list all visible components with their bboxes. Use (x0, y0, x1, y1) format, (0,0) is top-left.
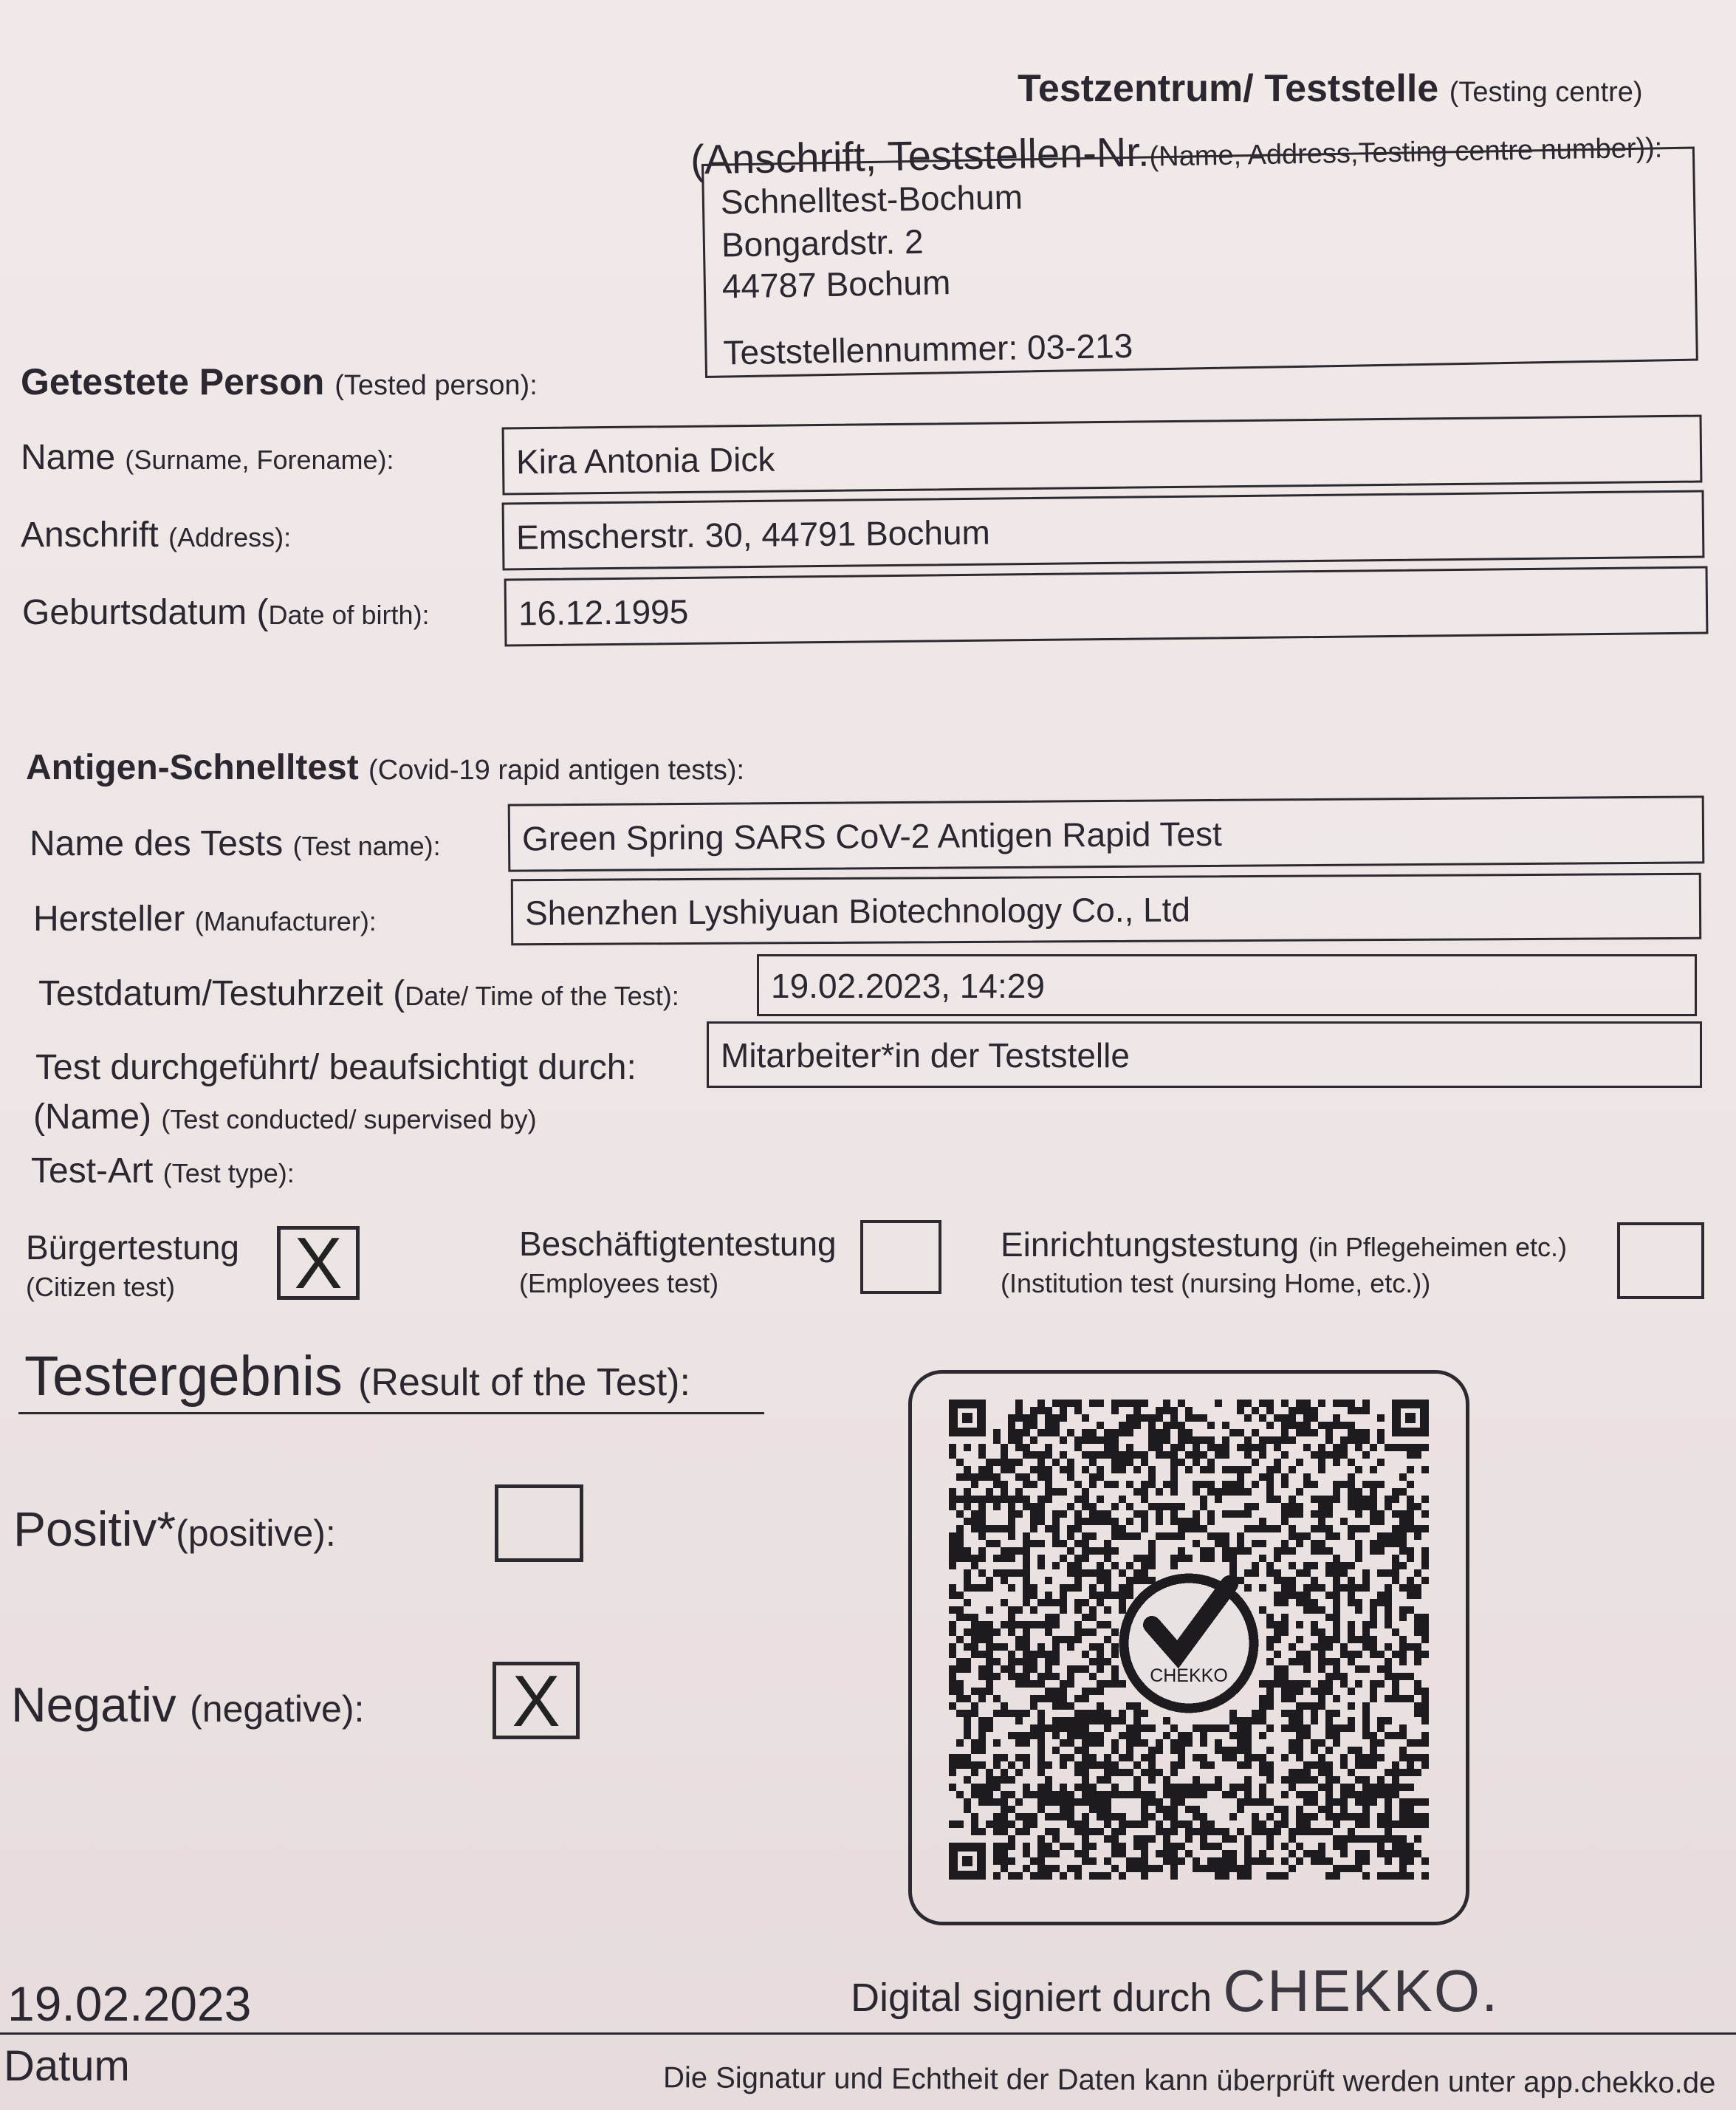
dob-field: 16.12.1995 (504, 566, 1709, 646)
centre-address-box (701, 147, 1698, 378)
centre-line-1: Schnelltest-Bochum (720, 177, 1023, 222)
name-label (21, 437, 394, 478)
test-name-field: Green Spring SARS CoV-2 Antigen Rapid Test (508, 795, 1705, 871)
address-field: Emscherstr. 30, 44791 Bochum (502, 490, 1705, 570)
centre-address-label-de: (Anschrift, Teststellen-Nr. (690, 128, 1150, 183)
centre-heading (1018, 66, 1643, 111)
signed-by (851, 1957, 1499, 2025)
address-label-en: (Address): (168, 522, 292, 552)
manufacturer-label-de: Hersteller (33, 900, 185, 939)
address-label-de: Anschrift (21, 515, 159, 555)
test-heading-en: (Covid-19 rapid antigen tests): (368, 755, 745, 786)
name-field: Kira Antonia Dick (502, 414, 1703, 495)
positive-checkbox[interactable] (495, 1484, 583, 1562)
qr-code-icon (949, 1400, 1429, 1880)
test-type-institution-label-extra: (in Pflegeheimen etc.) (1308, 1232, 1567, 1262)
test-name-label (30, 823, 441, 864)
manufacturer-field: Shenzhen Lyshiyuan Biotechnology Co., Ltd (511, 873, 1701, 945)
test-type-label-en: (Test type): (162, 1158, 295, 1188)
name-label-de: Name (21, 438, 116, 477)
test-heading-label: Antigen-Schnelltest (26, 748, 359, 787)
centre-number: Teststellennummer: 03-213 (723, 326, 1133, 372)
positive-label-en: (positive): (176, 1513, 336, 1554)
positive-label-de: Positiv* (13, 1501, 176, 1556)
test-type-institution-checkbox[interactable] (1617, 1222, 1704, 1299)
datetime-label (38, 973, 679, 1014)
test-type-citizen-label: Bürgertestung (26, 1228, 239, 1267)
dob-label-en: Date of birth): (268, 600, 430, 630)
conducted-label: Test durchgeführt/ beaufsichtigt durch: (35, 1048, 637, 1087)
conducted-field: Mitarbeiter*in der Teststelle (707, 1021, 1702, 1088)
negative-label-en: (negative): (190, 1688, 365, 1730)
test-type-label-de: Test-Art (31, 1151, 154, 1191)
check-mark-x: X (294, 1222, 343, 1304)
qr-badge-text: CHEKKO (1150, 1665, 1228, 1686)
negative-label-de: Negativ (11, 1677, 176, 1732)
positive-label (13, 1501, 336, 1557)
test-name-label-de: Name des Tests (30, 824, 284, 863)
conducted-label-2-de: (Name) (33, 1097, 152, 1137)
result-heading (24, 1344, 690, 1408)
person-heading (21, 360, 538, 403)
test-type-employees-checkbox[interactable] (860, 1220, 941, 1294)
centre-line-2: Bongardstr. 2 (721, 222, 924, 264)
test-type-institution-label-de: Einrichtungstestung (1001, 1225, 1300, 1264)
negative-checkbox[interactable] (493, 1659, 580, 1741)
result-heading-en: (Result of the Test): (358, 1361, 690, 1404)
person-heading-en: (Tested person): (334, 370, 538, 401)
test-type-employees-label: Beschäftigtentestung (519, 1224, 837, 1263)
dob-label-de: Geburtsdatum ( (22, 593, 269, 632)
conducted-label-2-en: (Test conducted/ supervised by) (161, 1104, 537, 1134)
footer-rule (0, 2032, 1736, 2035)
test-type-institution-label-en: (Institution test (nursing Home, etc.)) (1001, 1268, 1431, 1298)
conducted-label-2 (33, 1097, 537, 1137)
datetime-label-de: Testdatum/Testuhrzeit ( (38, 974, 405, 1013)
centre-heading-label: Testzentrum/ Teststelle (1018, 67, 1439, 110)
centre-heading-en: (Testing centre) (1449, 77, 1643, 108)
test-type-citizen-checkbox[interactable] (277, 1222, 360, 1304)
test-type-institution-label (1001, 1224, 1567, 1264)
result-heading-label: Testergebnis (24, 1345, 343, 1408)
date-label: Datum (4, 2042, 130, 2090)
manufacturer-label-en: (Manufacturer): (194, 906, 377, 936)
negative-label (11, 1676, 364, 1733)
test-type-citizen-label-en: (Citizen test) (26, 1272, 176, 1302)
centre-address-label-en: (Name, Address,Testing centre number)): (1149, 132, 1663, 173)
datetime-label-en: Date/ Time of the Test): (405, 981, 679, 1011)
chekko-logo: CHEKKO. (1223, 1958, 1500, 2024)
verify-text: Die Signatur und Echtheit der Daten kann überprüft werden unter app.chekko.de (662, 2061, 1716, 2100)
centre-line-3: 44787 Bochum (721, 263, 951, 306)
manufacturer-label (33, 899, 377, 939)
result-heading-underline (18, 1412, 764, 1414)
name-label-en: (Surname, Forename): (125, 445, 394, 475)
test-name-label-en: (Test name): (292, 831, 441, 861)
datetime-field: 19.02.2023, 14:29 (757, 954, 1697, 1016)
signed-by-label: Digital signiert durch (851, 1976, 1212, 2020)
check-mark-x: X (512, 1659, 560, 1741)
person-heading-label: Getestete Person (21, 361, 325, 403)
date-value: 19.02.2023 (7, 1976, 252, 2031)
dob-label (22, 592, 430, 633)
test-type-employees-label-en: (Employees test) (519, 1268, 719, 1298)
address-label (21, 515, 291, 555)
test-heading (26, 747, 744, 788)
test-type-label (31, 1151, 295, 1191)
